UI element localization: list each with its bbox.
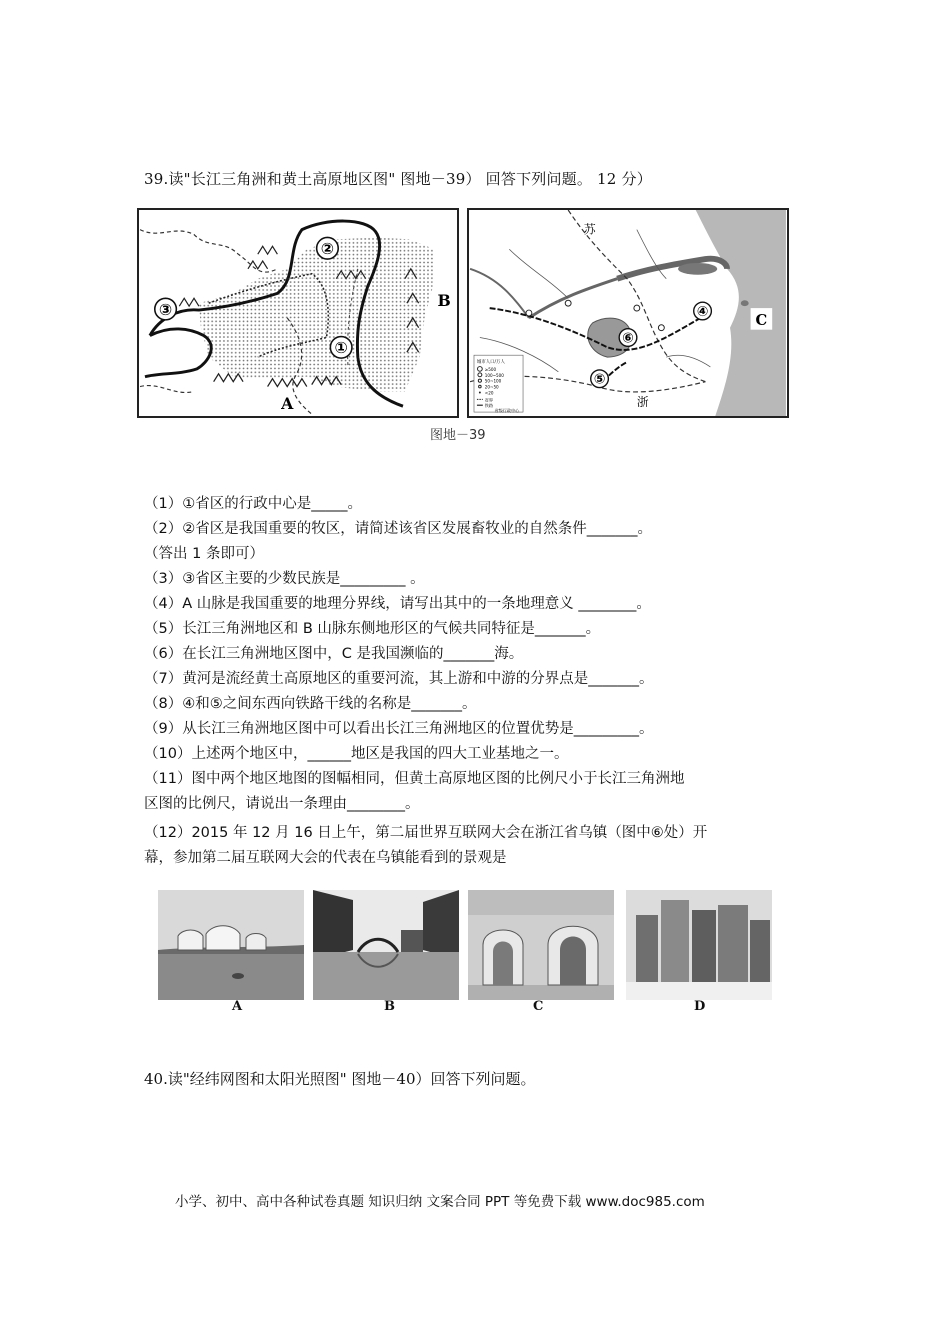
question-line: 区图的比例尺，请说出一条理由________。 [144, 796, 420, 812]
question-line: （9）从长江三角洲地区图中可以看出长江三角洲地区的位置优势是_________。 [144, 721, 654, 737]
map-label-su: 苏 [583, 222, 596, 237]
legend-title: 城市人口/万人 [476, 360, 505, 366]
map-label-3: ③ [158, 299, 173, 319]
question-line: （3）③省区主要的少数民族是_________ 。 [144, 571, 425, 587]
map-label-c: C [755, 311, 768, 329]
question-line: （答出 1 条即可） [144, 546, 264, 562]
question-line: （5）长江三角洲地区和 B 山脉东侧地形区的气候共同特征是_______。 [144, 621, 601, 637]
question-line: （2）②省区是我国重要的牧区，请简述该省区发展畜牧业的自然条件_______。 [144, 521, 652, 537]
photo-label-b: B [384, 999, 395, 1014]
question-line: （12）2015 年 12 月 16 日上午，第二届世界互联网大会在浙江省乌镇（图中⑥处）开 [144, 825, 708, 841]
loess-plateau-map [137, 208, 459, 418]
question-line: （7）黄河是流经黄土高原地区的重要河流，其上游和中游的分界点是_______。 [144, 671, 654, 687]
legend-item: ≥500 [484, 366, 497, 372]
map-label-6: ⑥ [622, 330, 634, 347]
legend-item: 20~50 [484, 384, 499, 390]
question-list [144, 492, 824, 871]
question-line: （6）在长江三角洲地区图中，C 是我国濒临的_______海。 [144, 646, 524, 662]
yangtze-delta-map-drawing [469, 210, 787, 416]
question-line: 幕，参加第二届互联网大会的代表在乌镇能看到的景观是 [144, 850, 507, 866]
question-40-title: 40.读"经纬网图和太阳光照图" 图地－40）回答下列问题。 [144, 1070, 536, 1088]
map-label-4: ④ [696, 303, 709, 320]
question-line: （11）图中两个地区地图的图幅相同，但黄土高原地区图的比例尺小于长江三角洲地 [144, 771, 685, 787]
footer-ad: 小学、初中、高中各种试卷真题 知识归纳 文案合同 PPT 等免费下载 www.doc985.com [175, 1194, 705, 1210]
legend-item: 铁路 [484, 403, 494, 409]
loess-plateau-map-drawing [139, 210, 457, 416]
photo-water-town [313, 890, 459, 1000]
map-label-2: ② [320, 239, 335, 259]
legend-item: 50~100 [484, 378, 502, 384]
question-line: （10）上述两个地区中，______地区是我国的四大工业基地之一。 [144, 746, 569, 762]
legend-item: <20 [484, 390, 494, 396]
map-label-b: B [437, 291, 451, 311]
map-label-1: ① [334, 338, 348, 358]
map-label-zhe: 浙 [636, 395, 649, 410]
photo-label-c: C [533, 999, 544, 1014]
question-39-title: 39.读"长江三角洲和黄土高原地区图" 图地－39） 回答下列问题。 12 分） [144, 170, 652, 188]
question-line: （1）①省区的行政中心是_____。 [144, 496, 362, 512]
legend-item: 省级行政中心 [494, 408, 520, 414]
map-label-5: ⑤ [593, 371, 606, 388]
photo-label-d: D [694, 999, 706, 1014]
photo-cave-dwelling [468, 890, 614, 1000]
photo-desert-towers [626, 890, 772, 1000]
question-line: （8）④和⑤之间东西向铁路干线的名称是_______。 [144, 696, 477, 712]
legend-item: 100~500 [484, 372, 504, 378]
question-line: （4）A 山脉是我国重要的地理分界线，请写出其中的一条地理意义 ________。 [144, 596, 651, 612]
legend-item: 省界 [484, 397, 494, 403]
map-caption: 图地－39 [430, 428, 486, 443]
photo-label-a: A [232, 999, 243, 1014]
map-label-a: A [281, 394, 294, 414]
photo-yurts [158, 890, 304, 1000]
yangtze-delta-map [467, 208, 789, 418]
